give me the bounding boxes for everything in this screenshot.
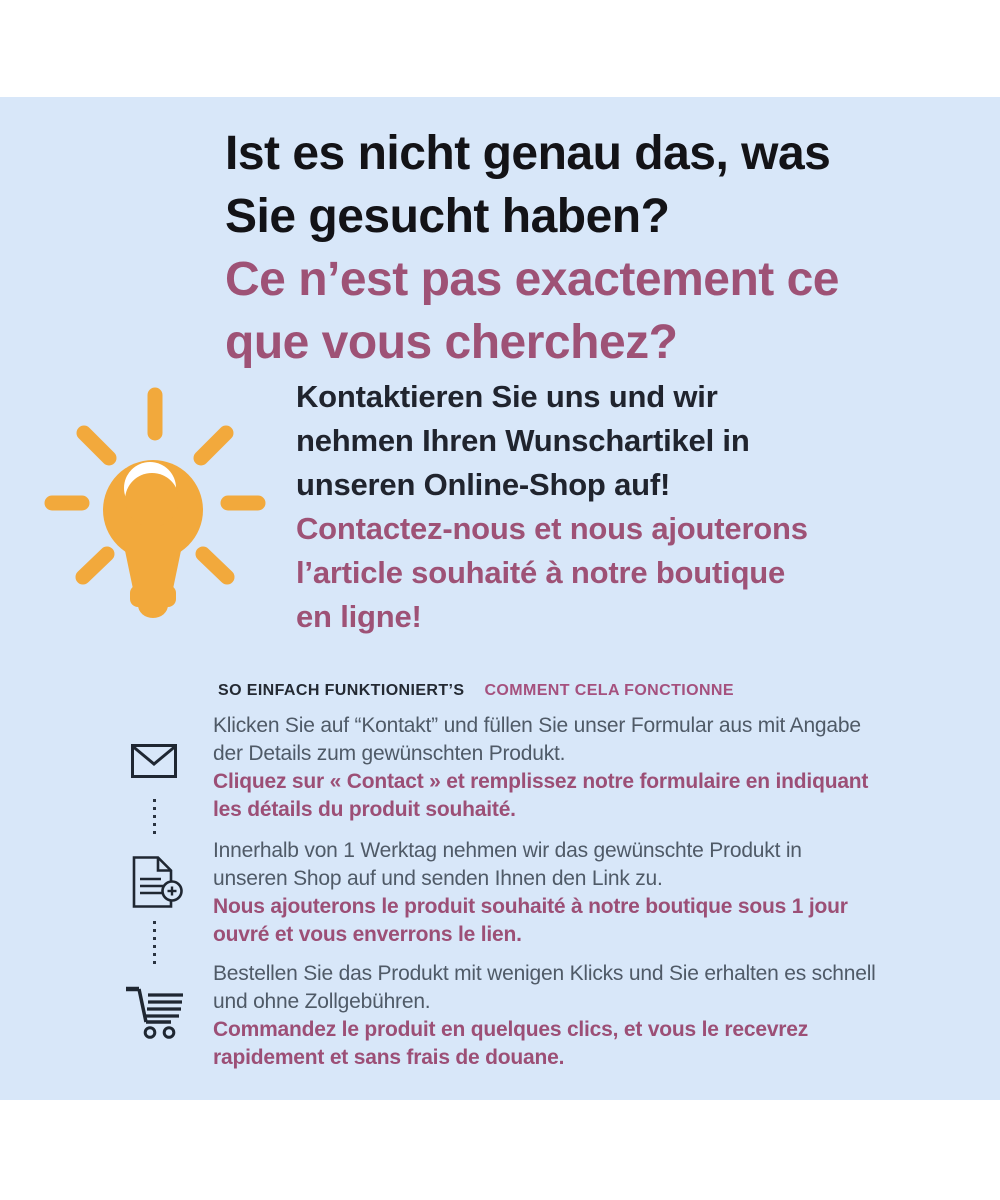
how-it-works-heading xyxy=(218,682,734,700)
lead-german-line: nehmen Ihren Wunschartikel in xyxy=(296,423,750,458)
step-french-line: Cliquez sur « Contact » et remplissez notre formulaire en indiquant xyxy=(213,770,869,793)
dotted-connector xyxy=(153,799,156,839)
step-2-text xyxy=(213,837,973,949)
title-french-line: Ce n’est pas exactement ce xyxy=(225,253,839,306)
how-it-works-heading-french: COMMENT CELA FONCTIONNE xyxy=(484,682,734,699)
step-french-line: ouvré et vous enverrons le lien. xyxy=(213,923,522,946)
lead-french-line: l’article souhaité à notre boutique xyxy=(296,555,786,590)
how-it-works-heading-german: SO EINFACH FUNKTIONIERT’S xyxy=(218,682,465,699)
page-title xyxy=(225,122,945,374)
step-3-text xyxy=(213,960,973,1072)
shopping-cart-icon xyxy=(121,980,187,1045)
document-add-icon xyxy=(128,856,184,913)
step-french-line: les détails du produit souhaité. xyxy=(213,798,516,821)
step-german-line: Klicken Sie auf “Kontakt” und füllen Sie unser Formular aus mit Angabe xyxy=(213,714,861,737)
lead-french-line: Contactez-nous et nous ajouterons xyxy=(296,511,808,546)
lead-french-line: en ligne! xyxy=(296,599,422,634)
step-german-line: Bestellen Sie das Produkt mit wenigen Klicks und Sie erhalten es schnell xyxy=(213,962,876,985)
title-german-line: Sie gesucht haben? xyxy=(225,190,670,243)
lead-german-line: Kontaktieren Sie uns und wir xyxy=(296,379,718,414)
step-german-line: der Details zum gewünschten Produkt. xyxy=(213,742,566,765)
envelope-icon xyxy=(131,744,177,783)
lead-german-line: unseren Online-Shop auf! xyxy=(296,467,671,502)
step-1-text xyxy=(213,712,973,824)
step-french-line: Nous ajouterons le produit souhaité à notre boutique sous 1 jour xyxy=(213,895,848,918)
step-german-line: unseren Shop auf und senden Ihnen den Link zu. xyxy=(213,867,663,890)
lead-paragraph xyxy=(296,375,916,639)
dotted-connector xyxy=(153,921,156,965)
title-german-line: Ist es nicht genau das, was xyxy=(225,127,831,180)
title-french-line: que vous cherchez? xyxy=(225,316,678,369)
step-french-line: rapidement et sans frais de douane. xyxy=(213,1046,565,1069)
step-german-line: Innerhalb von 1 Werktag nehmen wir das gewünschte Produkt in xyxy=(213,839,802,862)
step-french-line: Commandez le produit en quelques clics, et vous le recevrez xyxy=(213,1018,809,1041)
step-german-line: und ohne Zollgebühren. xyxy=(213,990,431,1013)
lightbulb-icon xyxy=(38,383,268,633)
